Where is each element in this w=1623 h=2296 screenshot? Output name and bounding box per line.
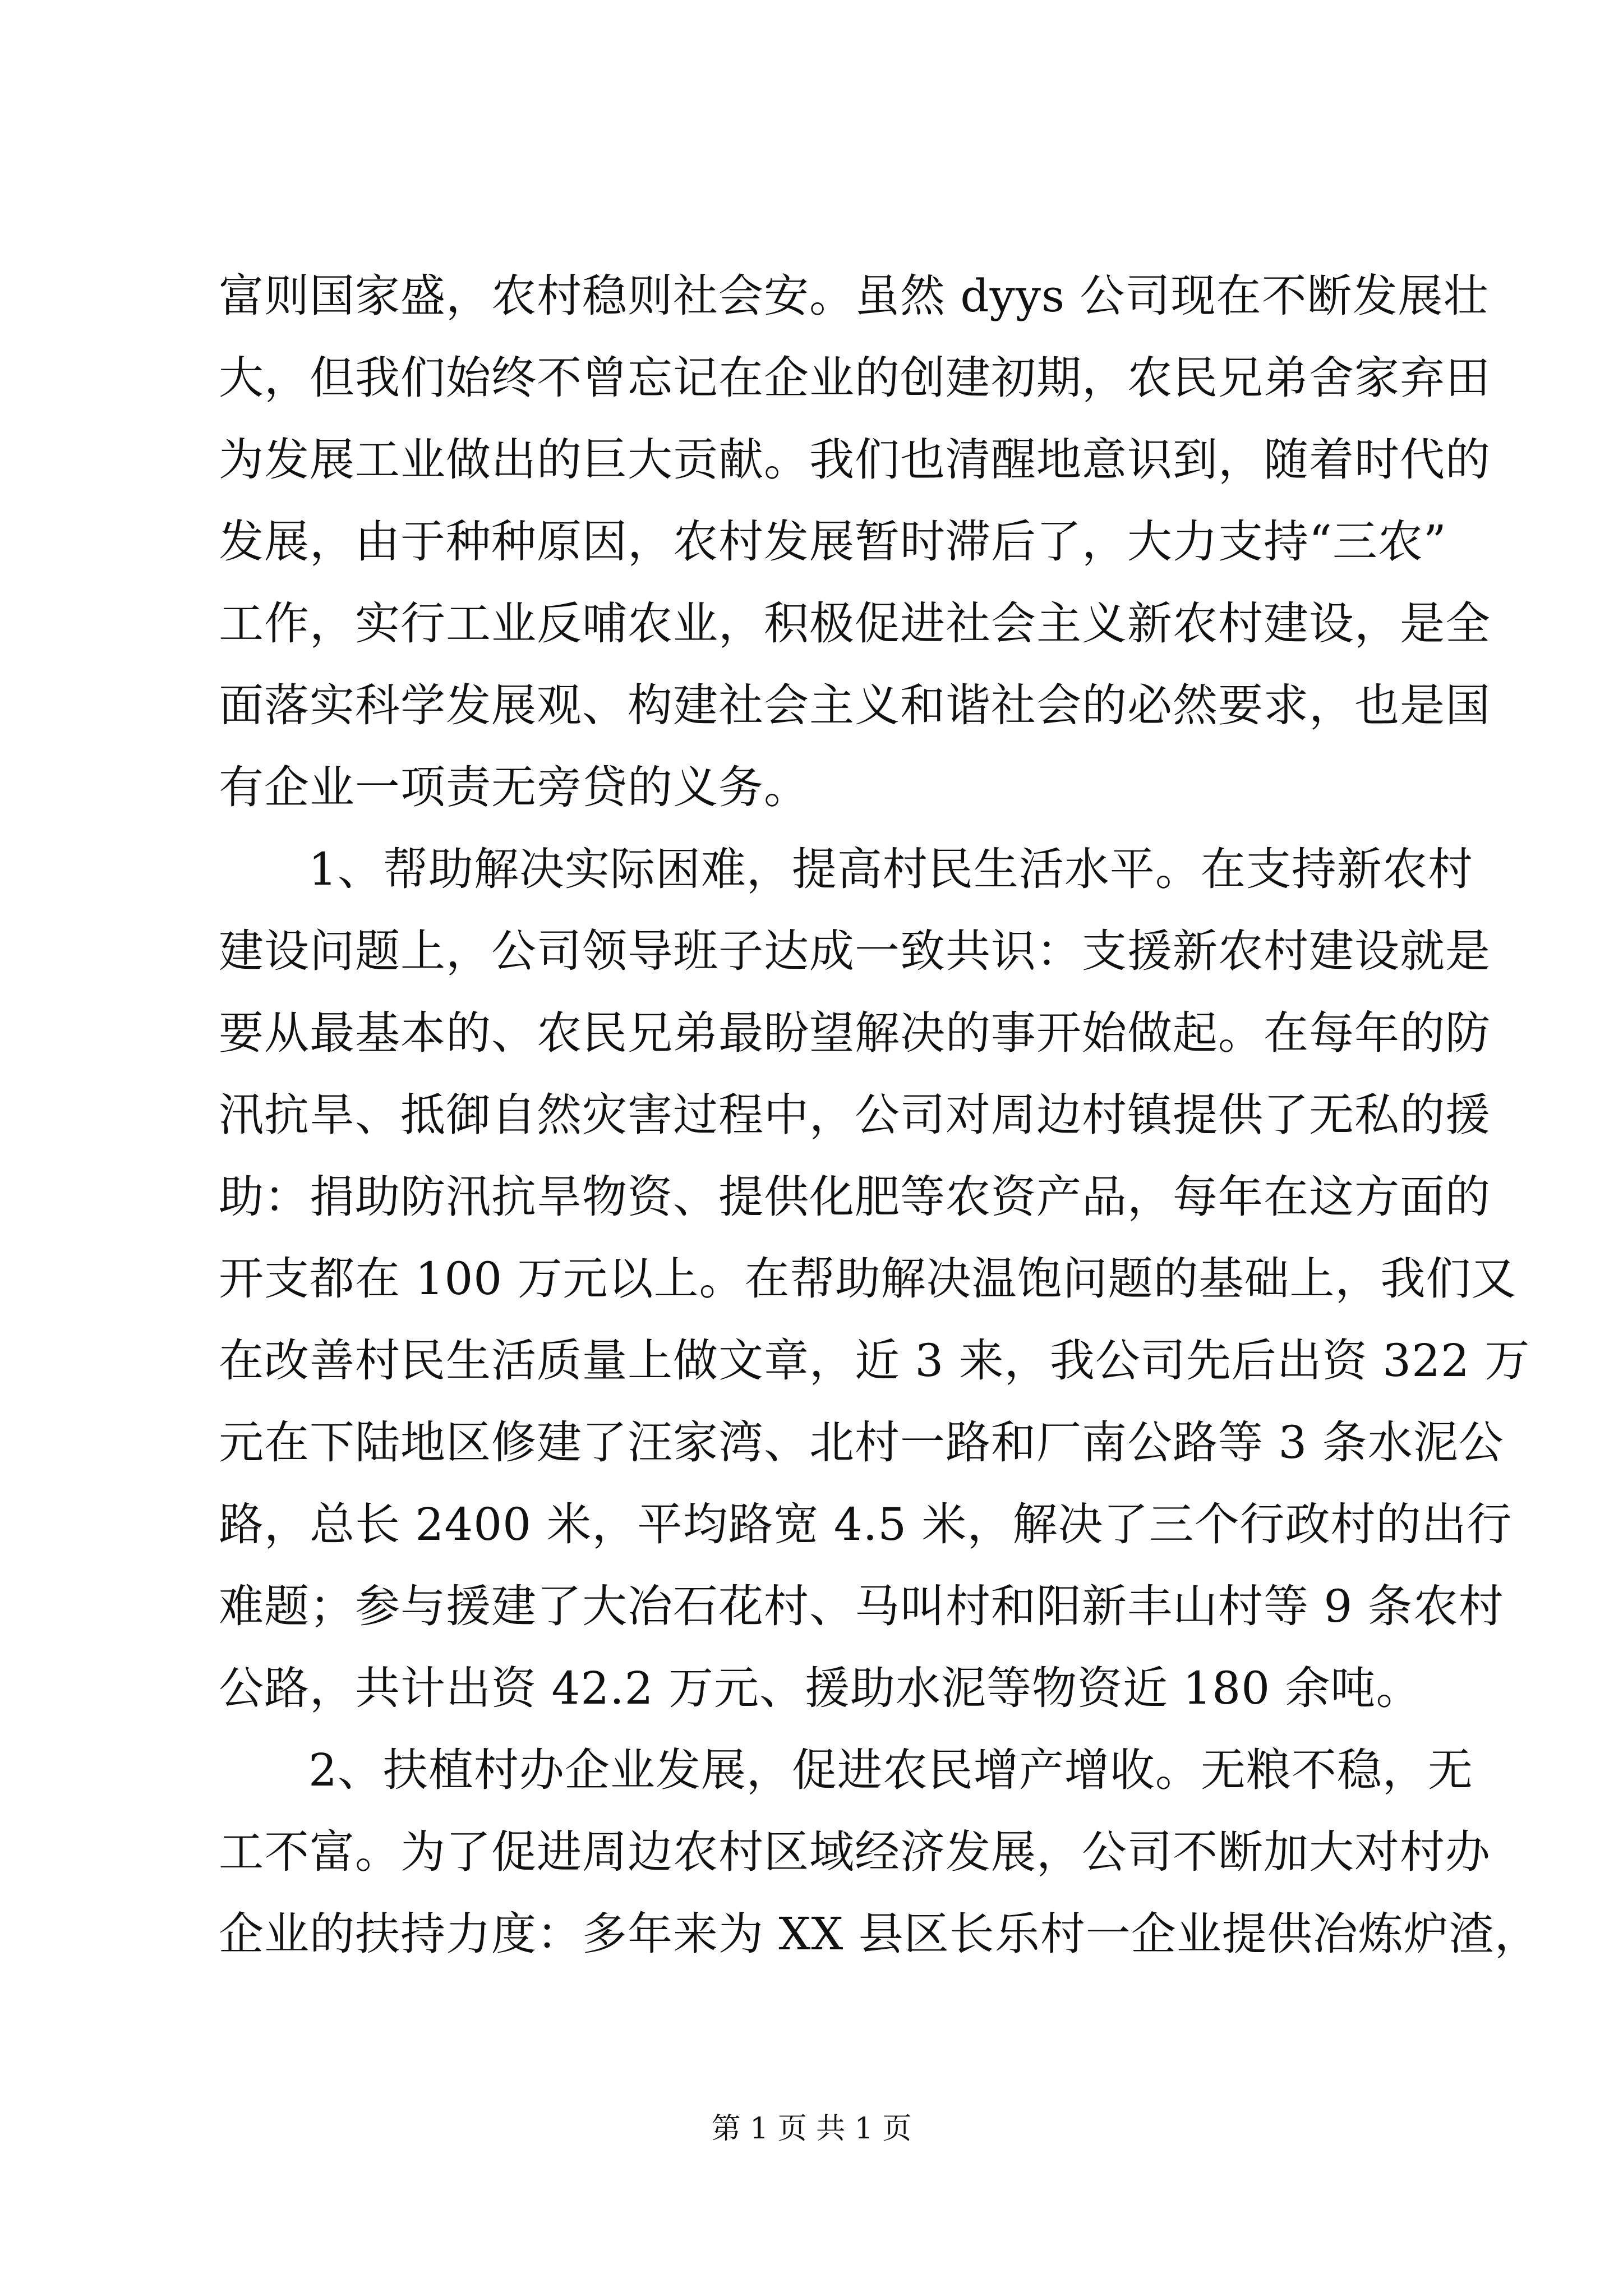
- text-line: 元在下陆地区修建了汪家湾、北村一路和厂南公路等 3 条水泥公: [219, 1416, 1504, 1469]
- document-body: [219, 255, 1540, 1975]
- text-line: 大，但我们始终不曾忘记在企业的创建初期，农民兄弟舍家弃田: [219, 352, 1491, 404]
- paragraph-2-heading-line: 2、扶植村办企业发展，促进农民增产增收。无粮不稳，无: [308, 1744, 1473, 1796]
- text-line: 难题；参与援建了大冶石花村、马叫村和阳新丰山村等 9 条农村: [219, 1580, 1504, 1632]
- text-line: 为发展工业做出的巨大贡献。我们也清醒地意识到，随着时代的: [219, 434, 1491, 486]
- text-line: 汛抗旱、抵御自然灾害过程中，公司对周边村镇提供了无私的援: [219, 1089, 1491, 1141]
- text-line: 富则国家盛，农村稳则社会安。虽然 dyys 公司现在不断发展壮: [219, 270, 1489, 322]
- paragraph-1-heading-line: 1、帮助解决实际困难，提高村民生活水平。在支持新农村: [308, 843, 1473, 895]
- text-line: 开支都在 100 万元以上。在帮助解决温饱问题的基础上，我们又: [219, 1253, 1517, 1305]
- text-line: 发展，由于种种原因，农村发展暂时滞后了，大力支持“三农”: [219, 516, 1447, 568]
- text-line: 工作，实行工业反哺农业，积极促进社会主义新农村建设，是全: [219, 597, 1491, 650]
- text-line: 企业的扶持力度：多年来为 XX 县区长乐村一企业提供冶炼炉渣，: [219, 1908, 1540, 1960]
- text-line: 路，总长 2400 米，平均路宽 4.5 米，解决了三个行政村的出行: [219, 1498, 1513, 1550]
- text-line: 建设问题上，公司领导班子达成一致共识：支援新农村建设就是: [219, 925, 1491, 977]
- text-line: 有企业一项责无旁贷的义务。: [219, 761, 809, 813]
- text-line: 要从最基本的、农民兄弟最盼望解决的事开始做起。在每年的防: [219, 1007, 1491, 1059]
- text-line: 工不富。为了促进周边农村区域经济发展，公司不断加大对村办: [219, 1826, 1491, 1878]
- page-footer: 第 1 页 共 1 页: [711, 2112, 912, 2146]
- text-line: 在改善村民生活质量上做文章，近 3 来，我公司先后出资 322 万: [219, 1335, 1530, 1387]
- text-line: 公路，共计出资 42.2 万元、援助水泥等物资近 180 余吨。: [219, 1662, 1422, 1714]
- text-line: 面落实科学发展观、构建社会主义和谐社会的必然要求，也是国: [219, 679, 1491, 731]
- text-line: 助：捐助防汛抗旱物资、提供化肥等农资产品，每年在这方面的: [219, 1171, 1491, 1223]
